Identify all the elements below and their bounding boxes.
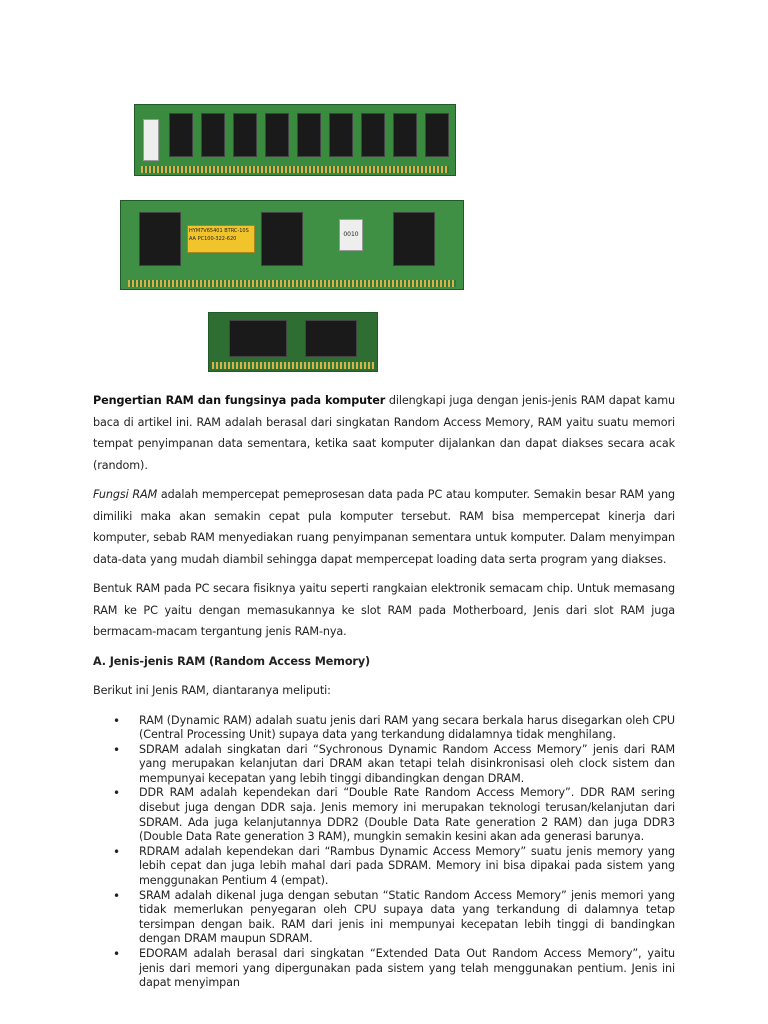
list-item: • SRAM adalah dikenal juga dengan sebutan “Static Random Access Memory” jenis memori yang tidak memerlukan penyegaran oleh CPU supaya data yang terkandung di dalamnya tetap tersimpan dengan baik. RAM dari jenis ini mempunyai kecepatan lebih tinggi di bandingkan dengan DRAM maupun SDRAM. xyxy=(93,889,675,947)
list-intro: Berikut ini Jenis RAM, diantaranya meliputi: xyxy=(93,684,331,697)
intro-bold: Pengertian RAM dan fungsinya pada komputer xyxy=(93,394,386,407)
fungsi-paragraph xyxy=(93,484,675,570)
fungsi-text: adalah mempercepat pemeprosesan data pada PC atau komputer. Semakin besar RAM yang dimiliki maka akan semakin cepat pula komputer tersebut. RAM bisa mempercepat kinerja dari komputer, sebab RAM menyediakan ruang penyimpanan sementara untuk komputer. Dalam menyimpan data-data yang mudah diambil sehingga dapat mempercepat loading data serta program yang diakses. xyxy=(93,488,675,566)
ram-modules-image xyxy=(110,96,470,376)
article-body xyxy=(93,390,675,991)
intro-text: dilengkapi juga dengan jenis-jenis RAM dapat kamu baca di artikel ini. RAM adalah berasal dari singkatan Random Access Memory, RAM yaitu suatu memori tempat penyimpanan data sementara, ketika saat komputer dijalankan dan dapat diakses secara acak (random). xyxy=(93,394,675,472)
list-item: • SDRAM adalah singkatan dari “Sychronous Dynamic Random Access Memory” jenis dari RAM yang merupakan kelanjutan dari DRAM akan tetapi telah disinkronisasi oleh clock sistem dan mempunyai kecepatan yang lebih tinggi dibandingkan dengan DRAM. xyxy=(93,743,675,787)
fungsi-italic: Fungsi RAM xyxy=(93,488,158,501)
ram-module-sodimm xyxy=(208,312,378,372)
module-tag: 0010 xyxy=(339,219,363,251)
ram-module-simm xyxy=(134,104,456,176)
module-label-sticker xyxy=(143,119,159,161)
bentuk-paragraph: Bentuk RAM pada PC secara fisiknya yaitu seperti rangkaian elektronik semacam chip. Untuk memasang RAM ke PC yaitu dengan memasukannya ke slot RAM pada Motherboard, Jenis dari slot RAM juga bermacam-macam tergantung jenis RAM-nya. xyxy=(93,582,675,638)
section-heading: A. Jenis-jenis RAM (Random Access Memory) xyxy=(93,654,371,668)
list-item: • DDR RAM adalah kependekan dari “Double Rate Random Access Memory”. DDR RAM sering disebut juga dengan DDR saja. Jenis memory ini merupakan teknologi terusan/kelanjutan dari SDRAM. Ada juga kelanjutannya DDR2 (Double Data Rate generation 2 RAM) dan juga DDR3 (Double Data Rate generation 3 RAM), mungkin semakin kesini akan ada generasi barunya. xyxy=(93,786,675,844)
intro-paragraph xyxy=(93,390,675,476)
list-item: • RAM (Dynamic RAM) adalah suatu jenis dari RAM yang secara berkala harus disegarkan oleh CPU (Central Processing Unit) supaya data yang terkandung didalamnya tidak menghilang. xyxy=(93,714,675,743)
list-item: • EDORAM adalah berasal dari singkatan “Extended Data Out Random Access Memory”, yaitu jenis dari memori yang dipergunakan pada sistem yang telah menggunakan pentium. Jenis ini dapat menyimpan xyxy=(93,947,675,991)
ram-module-sdram-dimm xyxy=(120,200,464,290)
list-item: • RDRAM adalah kependekan dari “Rambus Dynamic Access Memory” suatu jenis memory yang lebih cepat dan juga lebih mahal dari pada SDRAM. Memory ini bisa dipakai pada sistem yang menggunakan Pentium 4 (empat). xyxy=(93,845,675,889)
module-sticker: HYM7V65401 BTRC-10S AA PC100-322-620 xyxy=(187,225,255,253)
ram-types-list xyxy=(93,714,675,991)
